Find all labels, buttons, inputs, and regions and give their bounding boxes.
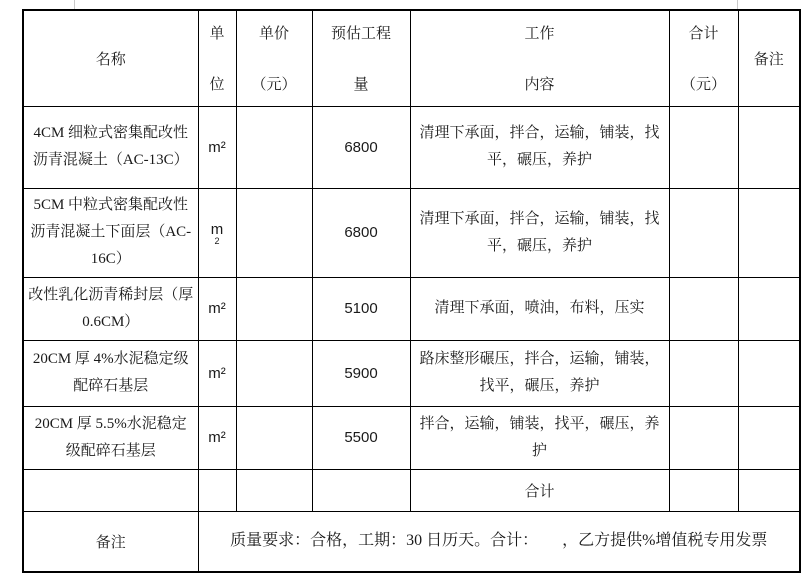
remark-cell [738, 406, 800, 469]
work-content-cell: 拌合，运输，铺装，找平，碾压，养护 [410, 406, 669, 469]
work-content-cell: 清理下承面，拌合，运输，铺装，找平，碾压，养护 [410, 106, 669, 188]
table-row [23, 340, 800, 406]
header-work-content-line1: 工作 [524, 26, 555, 43]
table-row [23, 406, 800, 469]
remarks-label-cell: 备注 [23, 511, 198, 572]
quantity-cell: 5100 [312, 277, 410, 340]
header-unit-line1: 单 [209, 26, 225, 43]
total-cell [669, 106, 738, 188]
name-cell: 5CM 中粒式密集配改性沥青混凝土下面层（AC-16C） [23, 188, 198, 277]
header-unit-line2: 位 [209, 77, 225, 94]
unit-price-cell [236, 340, 312, 406]
remark-cell [738, 277, 800, 340]
header-name [23, 10, 198, 106]
header-work-content [410, 10, 669, 106]
header-total-line2: （元） [680, 77, 726, 94]
table-row [23, 188, 800, 277]
work-content-cell: 清理下承面，拌合，运输，铺装，找平，碾压，养护 [410, 188, 669, 277]
header-estimated-quantity-line2: 量 [353, 77, 369, 94]
header-unit [198, 10, 236, 106]
total-cell [669, 406, 738, 469]
header-total [669, 10, 738, 106]
unit-price-cell [236, 188, 312, 277]
unit-line1: m [210, 220, 224, 238]
quantity-cell: 5900 [312, 340, 410, 406]
empty-cell [312, 469, 410, 511]
header-unit-price [236, 10, 312, 106]
remark-cell [738, 340, 800, 406]
header-total-line1: 合计 [688, 26, 719, 43]
total-cell [669, 340, 738, 406]
name-cell: 改性乳化沥青稀封层（厚 0.6CM） [23, 277, 198, 340]
empty-cell [198, 469, 236, 511]
header-unit-price-line1: 单价 [258, 26, 289, 43]
unit-price-cell [236, 277, 312, 340]
remarks-content-cell: 质量要求：合格，工期：30 日历天。合计： ，乙方提供%增值税专用发票 [198, 511, 800, 572]
header-estimated-quantity-line1: 预估工程 [330, 26, 391, 43]
unit-cell: m² [198, 406, 236, 469]
name-cell: 20CM 厚 4%水泥稳定级配碎石基层 [23, 340, 198, 406]
unit-cell [198, 188, 236, 277]
unit-line2: 2 [214, 235, 220, 246]
summary-label-cell: 合计 [410, 469, 669, 511]
work-content-cell: 清理下承面，喷油，布料，压实 [410, 277, 669, 340]
unit-price-cell [236, 106, 312, 188]
header-row [23, 10, 800, 106]
table-row [23, 106, 800, 188]
unit-price-cell [236, 406, 312, 469]
unit-cell: m² [198, 340, 236, 406]
remark-cell [738, 188, 800, 277]
header-estimated-quantity [312, 10, 410, 106]
quantity-cell: 6800 [312, 106, 410, 188]
header-work-content-line2: 内容 [524, 77, 555, 94]
header-unit-price-line2: （元） [251, 77, 297, 94]
total-cell [669, 277, 738, 340]
empty-cell [23, 469, 198, 511]
summary-total-cell [669, 469, 738, 511]
remark-cell [738, 106, 800, 188]
table-row [23, 277, 800, 340]
quantity-cell: 5500 [312, 406, 410, 469]
name-cell: 20CM 厚 5.5%水泥稳定级配碎石基层 [23, 406, 198, 469]
spreadsheet-gridline-artifact [74, 0, 75, 9]
header-remarks [738, 10, 800, 106]
name-cell: 4CM 细粒式密集配改性沥青混凝土（AC-13C） [23, 106, 198, 188]
empty-cell [738, 469, 800, 511]
spreadsheet-gridline-artifact [737, 0, 738, 9]
unit-cell: m² [198, 277, 236, 340]
bill-of-quantities-table [22, 9, 801, 573]
quantity-cell: 6800 [312, 188, 410, 277]
summary-row [23, 469, 800, 511]
header-name-label: 名称 [95, 51, 126, 68]
empty-cell [236, 469, 312, 511]
total-cell [669, 188, 738, 277]
remarks-row [23, 511, 800, 572]
header-remarks-label: 备注 [753, 51, 784, 68]
unit-cell: m² [198, 106, 236, 188]
work-content-cell: 路床整形碾压，拌合，运输，铺装，找平，碾压，养护 [410, 340, 669, 406]
